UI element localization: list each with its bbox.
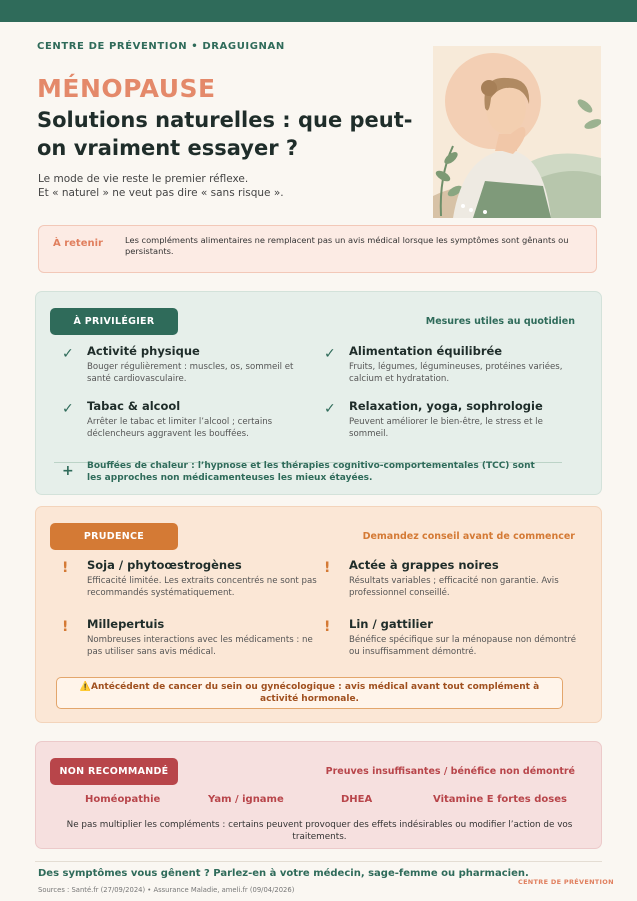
- warning-icon: ⚠️: [79, 682, 92, 692]
- footer-sources: Sources : Santé.fr (27/09/2024) • Assurance Maladie, ameli.fr (09/04/2026): [38, 886, 295, 894]
- hero-illustration: [433, 46, 601, 218]
- caution-item-desc: Nombreuses interactions avec les médicaments : ne pas utiliser sans avis médical.: [87, 635, 313, 657]
- exclamation-icon: !: [324, 560, 331, 576]
- favor-item-desc: Fruits, légumes, légumineuses, protéines variées, calcium et hydratation.: [349, 362, 563, 384]
- favor-item: [324, 344, 579, 385]
- not-recommended-item: Yam / igname: [208, 794, 284, 805]
- caution-item-desc: Résultats variables ; efficacité non garantie. Avis professionnel conseillé.: [349, 576, 559, 598]
- caution-item: [62, 558, 317, 599]
- woman-illustration: [433, 46, 601, 218]
- key-takeaway-text: Les compléments alimentaires ne remplacent pas un avis médical lorsque les symptômes sont gênants ou persistants.: [125, 235, 569, 256]
- check-icon: ✓: [324, 401, 336, 417]
- not-recommended-item: Vitamine E fortes doses: [433, 794, 567, 805]
- caution-item-title: Actée à grappes noires: [349, 558, 499, 572]
- caution-item-title: Millepertuis: [87, 617, 165, 631]
- favor-item: [324, 399, 579, 440]
- favor-item: [62, 399, 317, 440]
- not-recommended-pill: NON RECOMMANDÉ: [50, 758, 178, 785]
- favor-item: [62, 344, 317, 385]
- favor-tip: Bouffées de chaleur : l’hypnose et les thérapies cognitivo-comportementales (TCC) sont les approches non médicamenteuses les mieux étayées.: [87, 461, 535, 483]
- check-icon: ✓: [62, 401, 74, 417]
- caution-pill: PRUDENCE: [50, 523, 178, 550]
- favor-item-title: Activité physique: [87, 344, 200, 358]
- center-kicker: CENTRE DE PRÉVENTION • DRAGUIGNAN: [37, 41, 285, 52]
- caution-section: [35, 506, 602, 723]
- intro-text: [38, 172, 284, 200]
- caution-item-desc: Bénéfice spécifique sur la ménopause non démontré ou insuffisamment démontré.: [349, 635, 577, 657]
- exclamation-icon: !: [62, 619, 69, 635]
- warning-text: Antécédent de cancer du sein ou gynécologique : avis médical avant tout complément à activité hormonale.: [91, 682, 540, 704]
- caution-item: [324, 617, 579, 658]
- not-recommended-note: Preuves insuffisantes / bénéfice non démontré: [325, 766, 575, 777]
- caution-note: Demandez conseil avant de commencer: [362, 531, 575, 542]
- not-recommended-text: Ne pas multiplier les compléments : certains peuvent provoquer des effets indésirables ou modifier l’action de vos traitements.: [66, 820, 573, 842]
- exclamation-icon: !: [324, 619, 331, 635]
- favor-section: [35, 291, 602, 495]
- key-takeaway-box: [38, 225, 597, 273]
- exclamation-icon: !: [62, 560, 69, 576]
- not-recommended-item: DHEA: [341, 794, 373, 805]
- favor-item-title: Tabac & alcool: [87, 399, 181, 413]
- caution-item-title: Soja / phytoœstrogènes: [87, 558, 242, 572]
- not-recommended-item: Homéopathie: [85, 794, 161, 805]
- footer-call-to-action: Des symptômes vous gênent ? Parlez-en à votre médecin, sage-femme ou pharmacien.: [38, 868, 529, 879]
- caution-item-desc: Efficacité limitée. Les extraits concentrés ne sont pas recommandés systématiquement.: [87, 576, 317, 598]
- page-subtitle: Solutions naturelles : que peut-on vraiment essayer ?: [37, 108, 413, 160]
- caution-item: [62, 617, 317, 658]
- favor-item-title: Alimentation équilibrée: [349, 344, 503, 358]
- caution-item-title: Lin / gattilier: [349, 617, 433, 631]
- key-takeaway-label: À retenir: [53, 238, 103, 249]
- plus-icon: +: [62, 463, 74, 479]
- caution-item: [324, 558, 579, 599]
- favor-note: Mesures utiles au quotidien: [425, 316, 575, 327]
- footer-divider: [35, 861, 602, 862]
- intro-line: Le mode de vie reste le premier réflexe.: [38, 173, 249, 185]
- footer-brand: CENTRE DE PRÉVENTION: [518, 878, 614, 886]
- favor-item-title: Relaxation, yoga, sophrologie: [349, 399, 543, 413]
- favor-item-desc: Arrêter le tabac et limiter l’alcool ; certains déclencheurs aggravent les bouffées.: [87, 417, 273, 439]
- favor-pill: À PRIVILÉGIER: [50, 308, 178, 335]
- cancer-warning: [56, 677, 563, 709]
- favor-item-desc: Bouger régulièrement : muscles, os, sommeil et santé cardiovasculaire.: [87, 362, 294, 384]
- not-recommended-section: [35, 741, 602, 849]
- check-icon: ✓: [324, 346, 336, 362]
- favor-item-desc: Peuvent améliorer le bien-être, le stress et le sommeil.: [349, 417, 543, 439]
- top-bar: [0, 0, 637, 22]
- page-title: MÉNOPAUSE: [37, 74, 216, 103]
- intro-line: Et « naturel » ne veut pas dire « sans risque ».: [38, 187, 284, 199]
- check-icon: ✓: [62, 346, 74, 362]
